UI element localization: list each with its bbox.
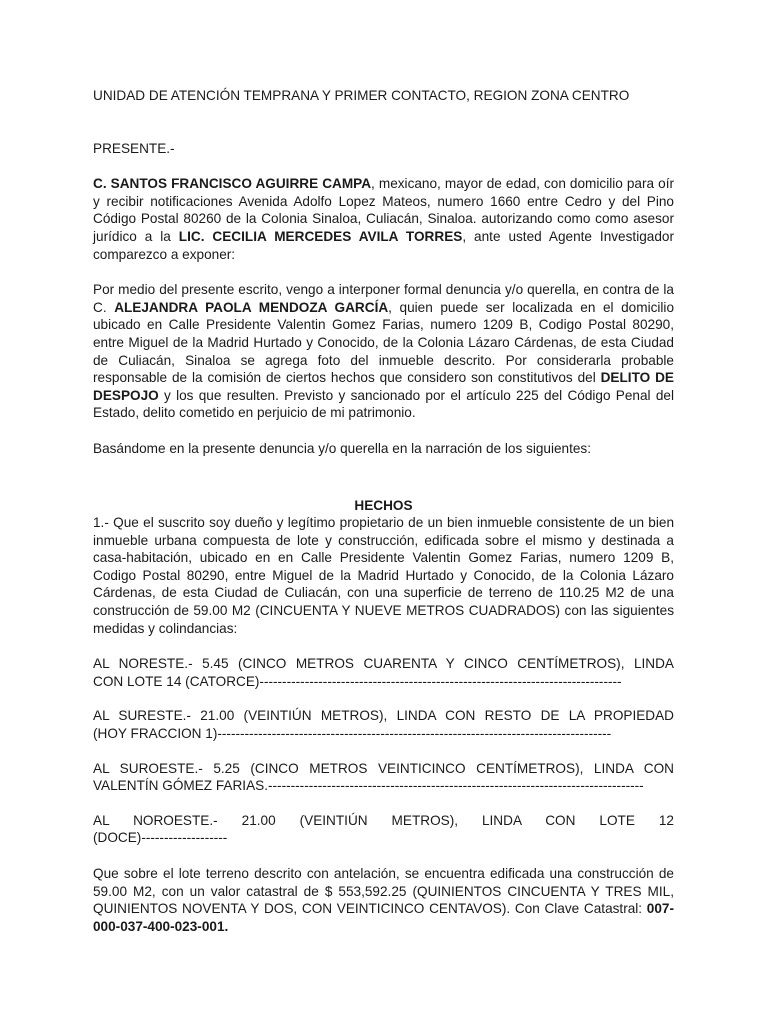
boundary-noroeste-line-1: AL NOROESTE.- 21.00 (VEINTIÚN METROS), LINDA CON LOTE 12 (93, 812, 674, 828)
boundary-sureste-line-2: (HOY FRACCION 1)--------------------------------------------------------------------------------------- (93, 726, 612, 742)
complaint-text-2: , quien puede ser localizada en el domicilio ubicado en Calle Presidente Valentin Gomez Farias, numero 1209 B, Codigo Postal 80290, entre Miguel de la Madrid Hurtado y Conocido, de la Colonia Lázaro Cárdenas, de esta Ciudad de Culiacán, Sinaloa se agrega foto del inmueble descrito. Por considerarla probable responsable de la comisión de ciertos hechos que considero son constitutivos del (93, 299, 675, 386)
cadastral-key: 007-000-037-400-023-001. (93, 901, 674, 934)
accused-name: ALEJANDRA PAOLA MENDOZA GARCÍA (114, 299, 389, 315)
complaint-text-1: Por medio del presente escrito, vengo a interponer formal denuncia y/o querella, en contra de la C. (93, 282, 674, 315)
intro-text-1: , mexicano, mayor de edad, con domicilio para oír y recibir notificaciones Avenida Adolfo Lopez Mateos, numero 1660 entre Cedro y del Pino Código Postal 80260 de la Colonia Sinaloa, Culiacán, Sinaloa. autorizando como como asesor jurídico a la (93, 176, 674, 244)
salutation: PRESENTE.- (93, 140, 175, 156)
boundary-suroeste-line-1: AL SUROESTE.- 5.25 (CINCO METROS VEINTICINCO CENTÍMETROS), LINDA CON (93, 760, 674, 776)
boundary-noroeste-line-2: (DOCE)------------------- (93, 830, 228, 846)
boundary-suroeste-line-2: VALENTÍN GÓMEZ FARIAS.----------------------------------------------------------------------------------- (93, 778, 644, 794)
basis-paragraph: Basándome en la presente denuncia y/o querella en la narración de los siguientes: (93, 440, 592, 456)
complaint-text-3: y los que resulten. Previsto y sancionado por el artículo 225 del Código Penal del Estado, delito cometido en perjuicio de mi patrimonio. (93, 387, 674, 421)
intro-text-2: , ante usted Agente Investigador comparezco a exponer: (93, 228, 674, 262)
boundary-suroeste (93, 760, 674, 795)
intro-paragraph (93, 175, 674, 263)
boundary-noroeste (93, 812, 674, 847)
advisor-name: LIC. CECILIA MERCEDES AVILA TORRES (178, 228, 463, 244)
complaint-paragraph (93, 281, 674, 422)
complainant-name: C. SANTOS FRANCISCO AGUIRRE CAMPA (93, 176, 372, 192)
boundary-noreste-line-1: AL NORESTE.- 5.45 (CINCO METROS CUARENTA Y CINCO CENTÍMETROS), LINDA (93, 656, 674, 672)
fact-item-1: 1.- Que el suscrito soy dueño y legítimo propietario de un bien inmueble consistente de un bien inmueble urbana compuesta de lote y construcción, edificada sobre el mismo y destinada a casa-habitación, ubicado en en Calle Presidente Valentin Gomez Farias, numero 1209 B, Codigo Postal 80290, entre Miguel de la Madrid Hurtado y Conocido, de la Colonia Lázaro Cárdenas, de esta Ciudad de Culiacán, con una superficie de terreno de 110.25 M2 de una construcción de 59.00 M2 (CINCUENTA Y NUEVE METROS CUADRADOS) con las siguientes medidas y colindancias: (93, 515, 674, 636)
boundary-noreste-line-2: CON LOTE 14 (CATORCE)-------------------------------------------------------------------------------- (93, 673, 622, 689)
boundary-sureste-line-1: AL SURESTE.- 21.00 (VEINTIÚN METROS), LINDA CON RESTO DE LA PROPIEDAD (93, 708, 674, 724)
document-page (93, 87, 674, 935)
boundary-sureste (93, 707, 674, 742)
closing-paragraph (93, 865, 674, 935)
closing-text: Que sobre el lote terreno descrito con antelación, se encuentra edificada una construcción de 59.00 M2, con un valor catastral de $ 553,592.25 (QUINIENTOS CINCUENTA Y TRES MIL, QUINIENTOS NOVENTA Y DOS, CON VEINTICINCO CENTAVOS). Con Clave Catastral: (93, 866, 674, 917)
facts-heading-text: HECHOS (354, 497, 413, 513)
facts-heading (93, 497, 674, 515)
document-title: UNIDAD DE ATENCIÓN TEMPRANA Y PRIMER CONTACTO, REGION ZONA CENTRO (93, 88, 630, 103)
crime-name: DELITO DE DESPOJO (93, 370, 674, 403)
boundary-noreste (93, 655, 674, 690)
